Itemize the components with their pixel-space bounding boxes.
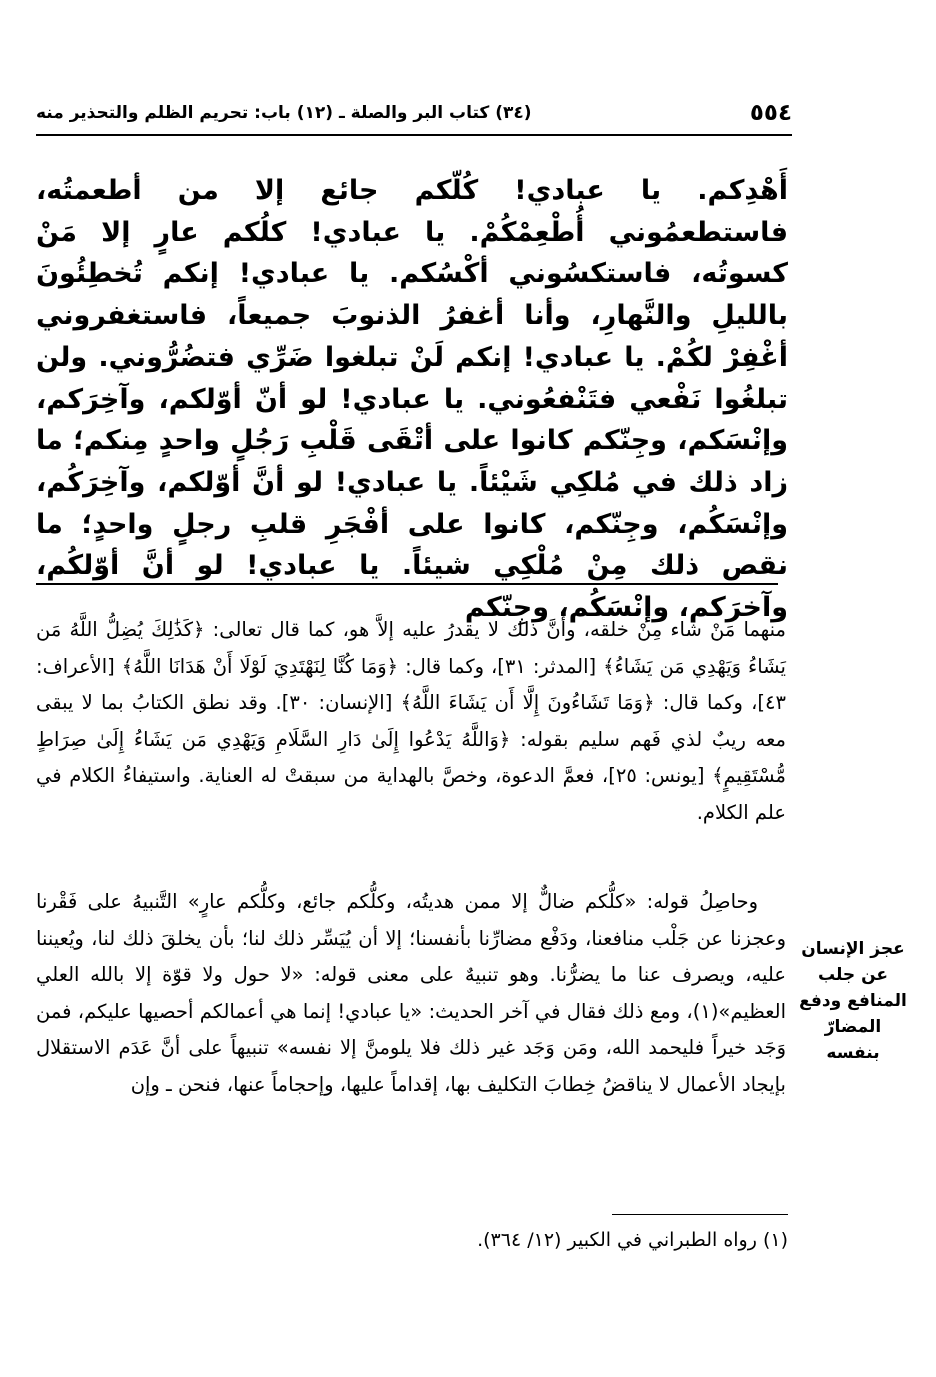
margin-note-line: المضارّ بنفسه [824, 1017, 882, 1063]
commentary-text: [الإنسان: ٣٠]. وقد نطق الكتابُ بما لا يبقى معه ريبٌ لذي فَهم سليم بقوله: [36, 691, 786, 751]
commentary-text: منهما مَنْ شاء مِنْ خلقه، وأنَّ ذلك لا يقدرُ عليه إلاَّ هو، كما قال تعالى: [204, 618, 786, 641]
margin-note-line: عن جلب [817, 965, 889, 985]
hadith-text: أَهْدِكم. يا عبادي! كُلّكم جائع إلا من أطعمتُه، فاستطعمُوني أُطْعِمْكُمْ. يا عبادي! كلُكم عارٍ إلا مَنْ كسوتُه، فاستكسُوني أكْسُكم. يا عبادي! إنكم تُخطِئُونَ بالليلِ والنَّهارِ، وأنا أغفرُ الذنوبَ جميعاً، فاستغفروني أغْفِرْ لكُمْ. يا عبادي! إنكم لَنْ تبلغوا ضَرِّي فتضُرُّوني. ولن تبلغُوا نَفْعي فتَنْفعُوني. يا عبادي! لو أنّ أوّلكم، وآخِرَكم، وإنْسَكم، وجِنّكم كانوا على أتْقَى قَلْبِ رَجُلٍ واحدٍ مِنكم؛ ما زاد ذلك في مُلكِي شَيْئاً. يا عبادي! لو أنَّ أوّلكم، وآخِرَكُم، وإنْسَكُم، وجِنّكم، كانوا على أفْجَرِ قلبِ رجلٍ واحدٍ؛ ما نقص ذلك مِنْ مُلْكِي شيئاً. يا عبادي! لو أنَّ أوّلكُم، وآخرَكم، وإنْسَكُم، وجِنّكم [36, 175, 788, 624]
footnote: (١) رواه الطبراني في الكبير (١٢/ ٣٦٤). [477, 1229, 788, 1251]
commentary-paragraph-1 [36, 612, 786, 832]
page-header [36, 100, 792, 136]
section-divider [36, 583, 778, 585]
quran-verse: ﴿وَمَا تَشَاءُونَ إِلَّا أَن يَشَاءَ اللَّهُ﴾ [400, 691, 655, 715]
quran-verse: ﴿وَاللَّهُ يَدْعُوا إِلَىٰ دَارِ السَّلَامِ وَيَهْدِي مَن يَشَاءُ إِلَىٰ صِرَاطٍ مُّسْتَقِيمٍ﴾ [36, 727, 786, 788]
margin-note-line: عجز الإنسان [801, 939, 905, 959]
running-title: (٣٤) كتاب البر والصلة ـ (١٢) باب: تحريم الظلم والتحذير منه [36, 103, 532, 123]
footnote-divider [612, 1214, 788, 1215]
margin-note [798, 936, 908, 1066]
commentary-paragraph-2: وحاصِلُ قوله: «كلُّكم ضالٌّ إلا ممن هديتُه، وكلُّكم جائع، وكلُّكم عارٍ» التَّنبيهُ على فَقْرنا وعجزنا عن جَلْب منافعنا، ودَفْع مضارِّنا بأنفسنا؛ إلا أن يُيَسِّر ذلك لنا؛ بأن يخلقَ ذلك لنا، ويُعيننا عليه، ويصرف عنا ما يضرُّنا. وهو تنبيهٌ على معنى قوله: «لا حول ولا قوّة إلا بالله العلي العظيم»(١)، ومع ذلك فقال في آخر الحديث: «يا عبادي! إنما هي أعمالكم أحصيها عليكم، فمن وَجَد خيراً فليحمد الله، ومَن وَجَد غير ذلك فلا يلومنَّ إلا نفسه» تنبيهاً على أنَّ عَدَم الاستقلال بإيجاد الأعمال لا يناقضُ خِطابَ التكليف بها، إقداماً عليها، وإحجاماً عنها، فنحن ـ وإن [36, 890, 786, 1096]
margin-note-line: المنافع ودفع [799, 991, 907, 1011]
quran-verse: ﴿وَمَا كُنَّا لِنَهْتَدِيَ لَوْلَا أَنْ هَدَانَا اللَّهُ﴾ [121, 654, 399, 678]
commentary-text: [الأعراف: ٤٣]، وكما قال: [36, 654, 786, 715]
quran-verse: ﴿كَذَٰلِكَ يُضِلُّ اللَّهُ مَن يَشَاءُ وَيَهْدِي مَن يَشَاءُ﴾ [36, 618, 786, 678]
page-number: ٥٥٤ [749, 100, 792, 126]
commentary-text: [المدثر: ٣١]، وكما قال: [398, 654, 604, 678]
commentary-text: [يونس: ٢٥]، فعمَّ الدعوة، وخصَّ بالهداية من سبقتْ له العناية. واستيفاءُ الكلام في علم الكلام. [36, 764, 786, 824]
